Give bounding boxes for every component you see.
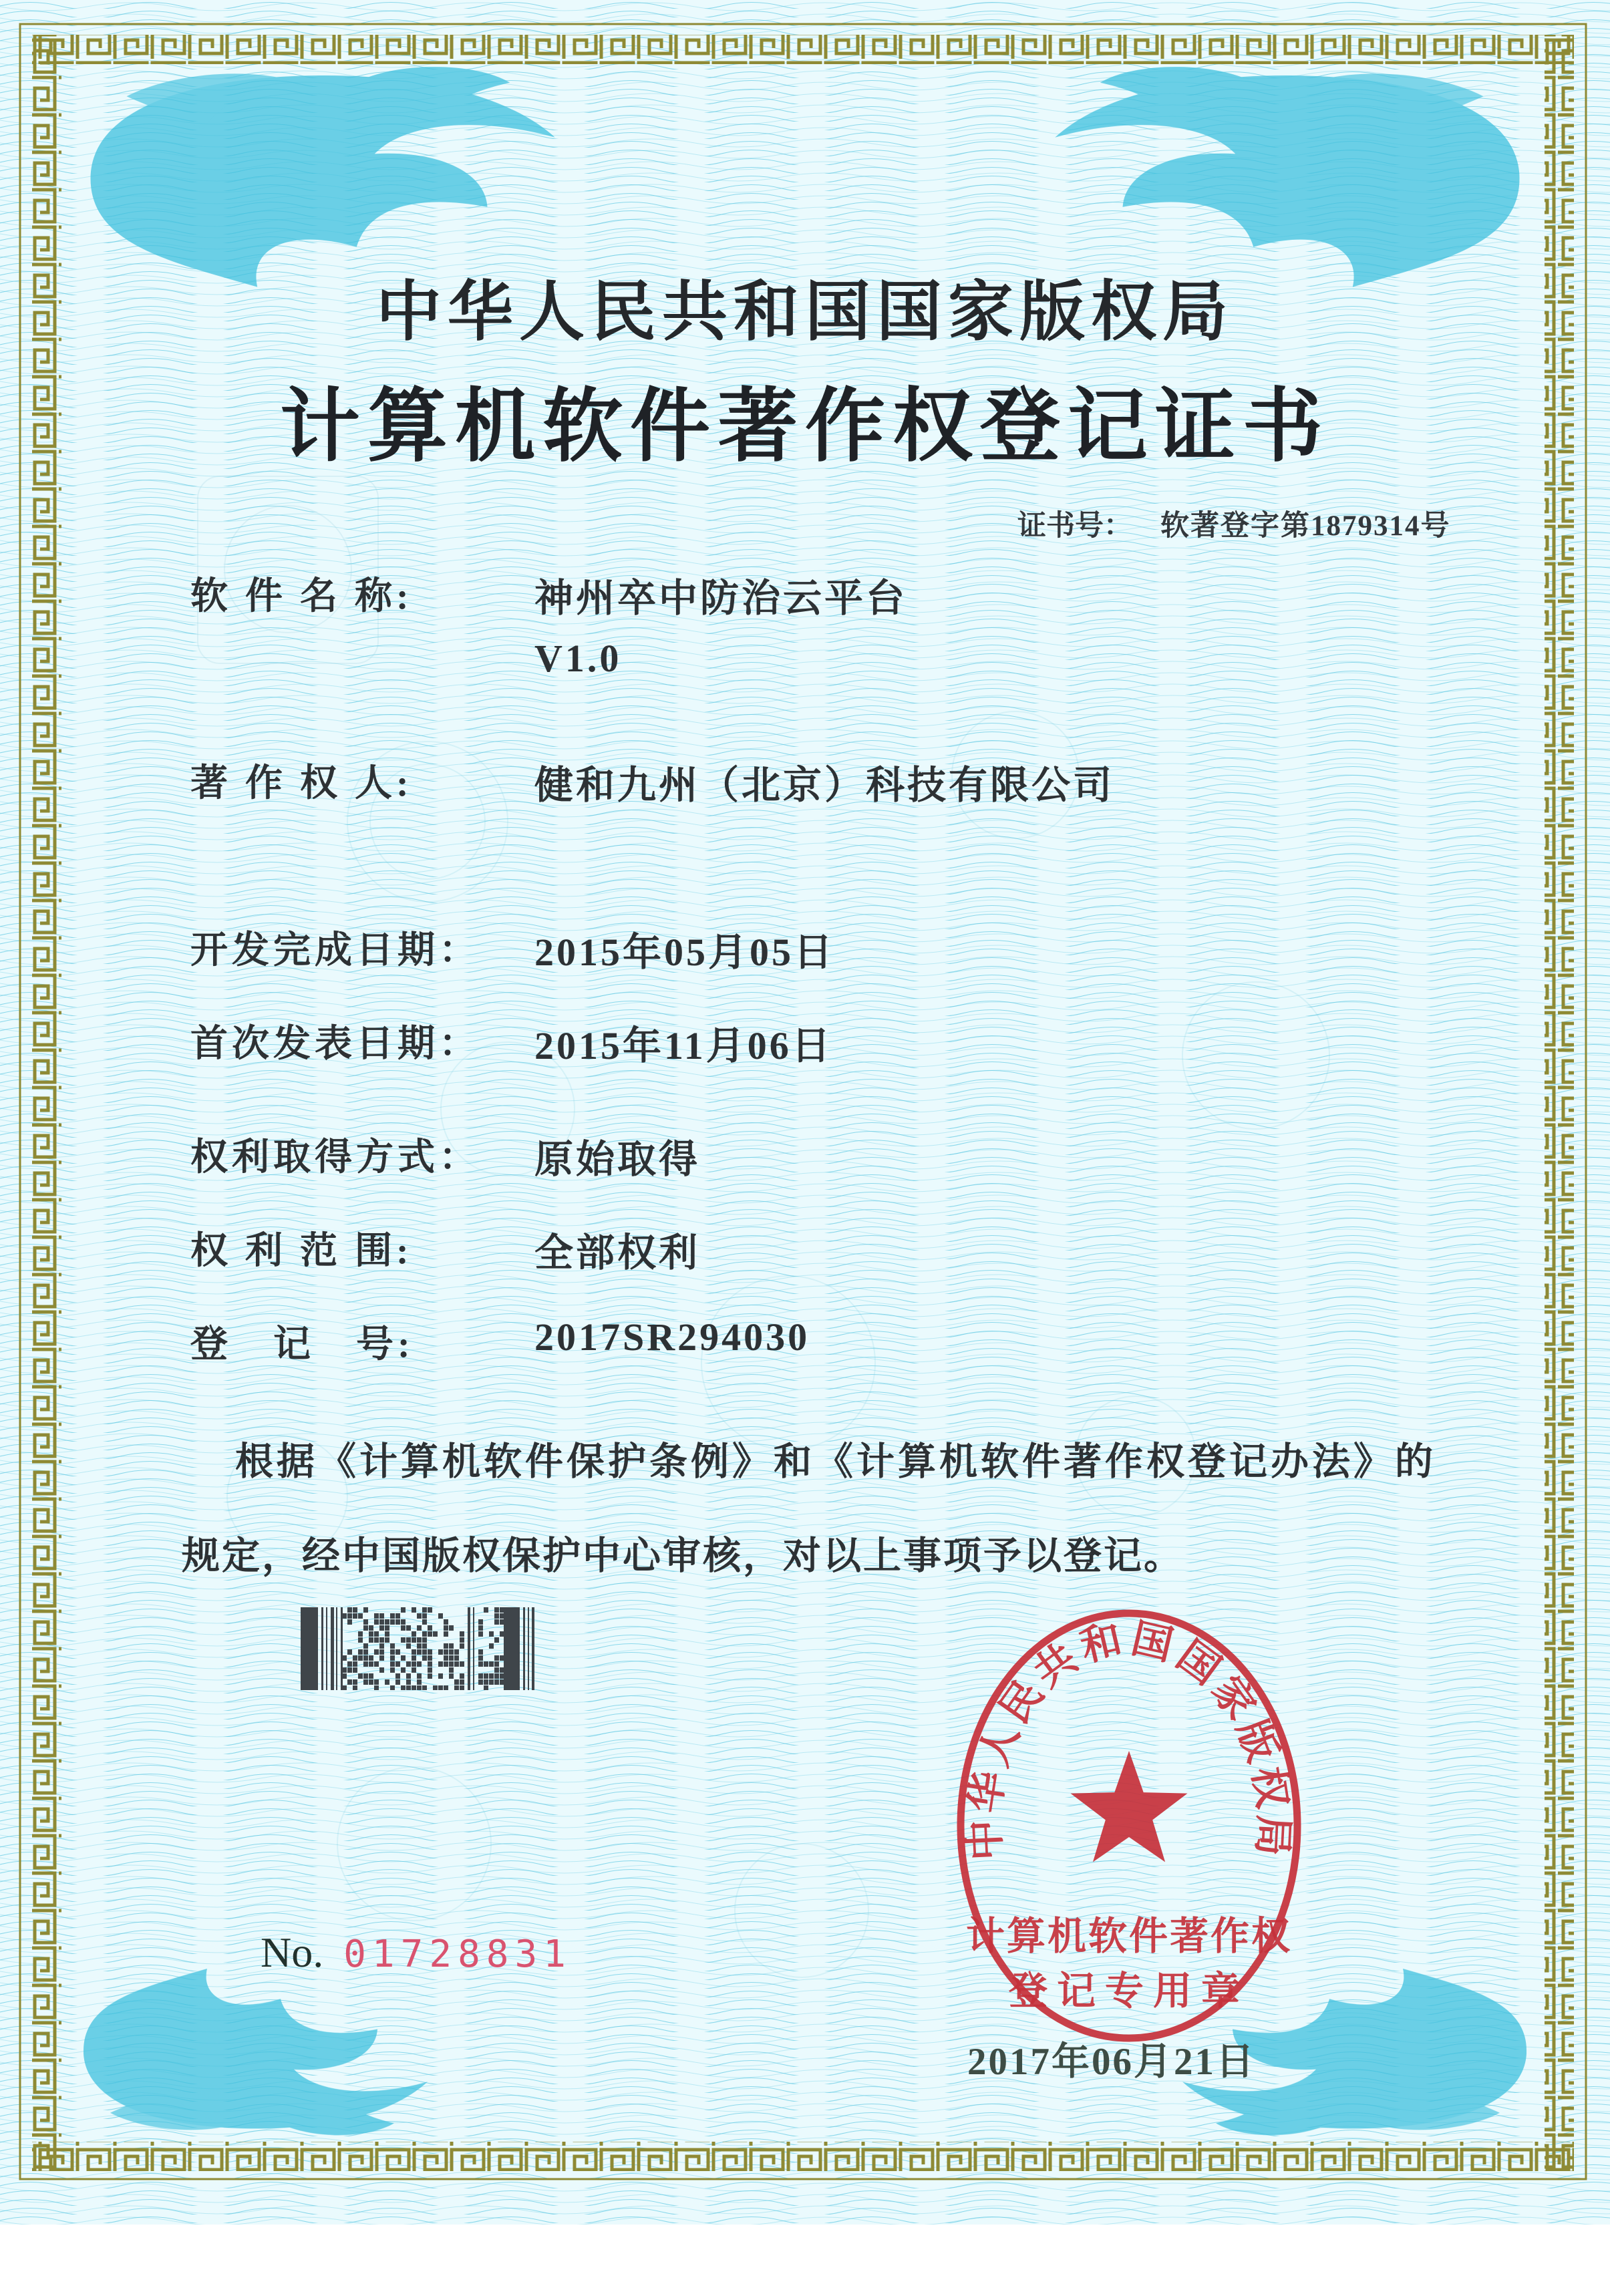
statement-line-1: 根据《计算机软件保护条例》和《计算机软件著作权登记办法》的: [235, 1441, 1436, 1483]
seal-line-1: 计算机软件著作权: [965, 1915, 1293, 1958]
field-value-rights-scope: 全部权利: [534, 1231, 701, 1275]
barcode-2d: [301, 1607, 534, 1690]
field-label-rights-scope: 权 利 范 围:: [190, 1231, 413, 1272]
serial-line: [261, 1928, 572, 1977]
field-label-software-name: 软 件 名 称:: [190, 576, 413, 617]
field-label-first-publish-date: 首次发表日期：: [190, 1023, 480, 1065]
field-value-first-publish-date: 2015年11月06日: [534, 1024, 833, 1068]
field-value-dev-complete-date: 2015年05月05日: [534, 931, 836, 974]
field-label-registration-number: 登 记 号:: [190, 1324, 414, 1365]
field-value-software-version: V1.0: [534, 637, 622, 680]
document-title: 计算机软件著作权登记证书: [280, 382, 1330, 471]
seal-date: 2017年06月21日: [967, 2041, 1256, 2083]
seal-ring-text: 中华人民共和国国家版权局: [962, 1616, 1296, 1862]
field-label-copyright-owner: 著 作 权 人:: [190, 763, 413, 804]
serial-number: 01728831: [343, 1933, 572, 1976]
field-label-rights-acquisition: 权利取得方式：: [190, 1137, 480, 1178]
official-seal: [949, 1602, 1323, 2056]
star-icon: [1071, 1751, 1188, 1862]
issuer-title: 中华人民共和国国家版权局: [375, 277, 1234, 349]
seal-line-2: 登记专用章: [1008, 1969, 1250, 2013]
field-value-copyright-owner: 健和九州（北京）科技有限公司: [534, 764, 1115, 807]
greek-key-border-left: [32, 35, 61, 2171]
certificate-number-label: 证书号：: [1017, 510, 1132, 542]
certificate-number-value: 软著登字第1879314号: [1160, 510, 1451, 542]
greek-key-border-right: [1545, 35, 1574, 2171]
serial-label: No.: [261, 1929, 324, 1976]
greek-key-border-bottom: [32, 2142, 1574, 2171]
field-label-dev-complete-date: 开发完成日期：: [190, 930, 480, 971]
certificate-number-line: [989, 470, 1451, 577]
greek-key-border-top: [32, 35, 1574, 64]
field-value-registration-number: 2017SR294030: [534, 1315, 810, 1359]
field-value-rights-acquisition: 原始取得: [534, 1138, 701, 1181]
statement-line-2: 规定，经中国版权保护中心审核，对以上事项予以登记。: [182, 1535, 1184, 1577]
field-value-software-name: 神州卒中防治云平台: [534, 577, 908, 620]
